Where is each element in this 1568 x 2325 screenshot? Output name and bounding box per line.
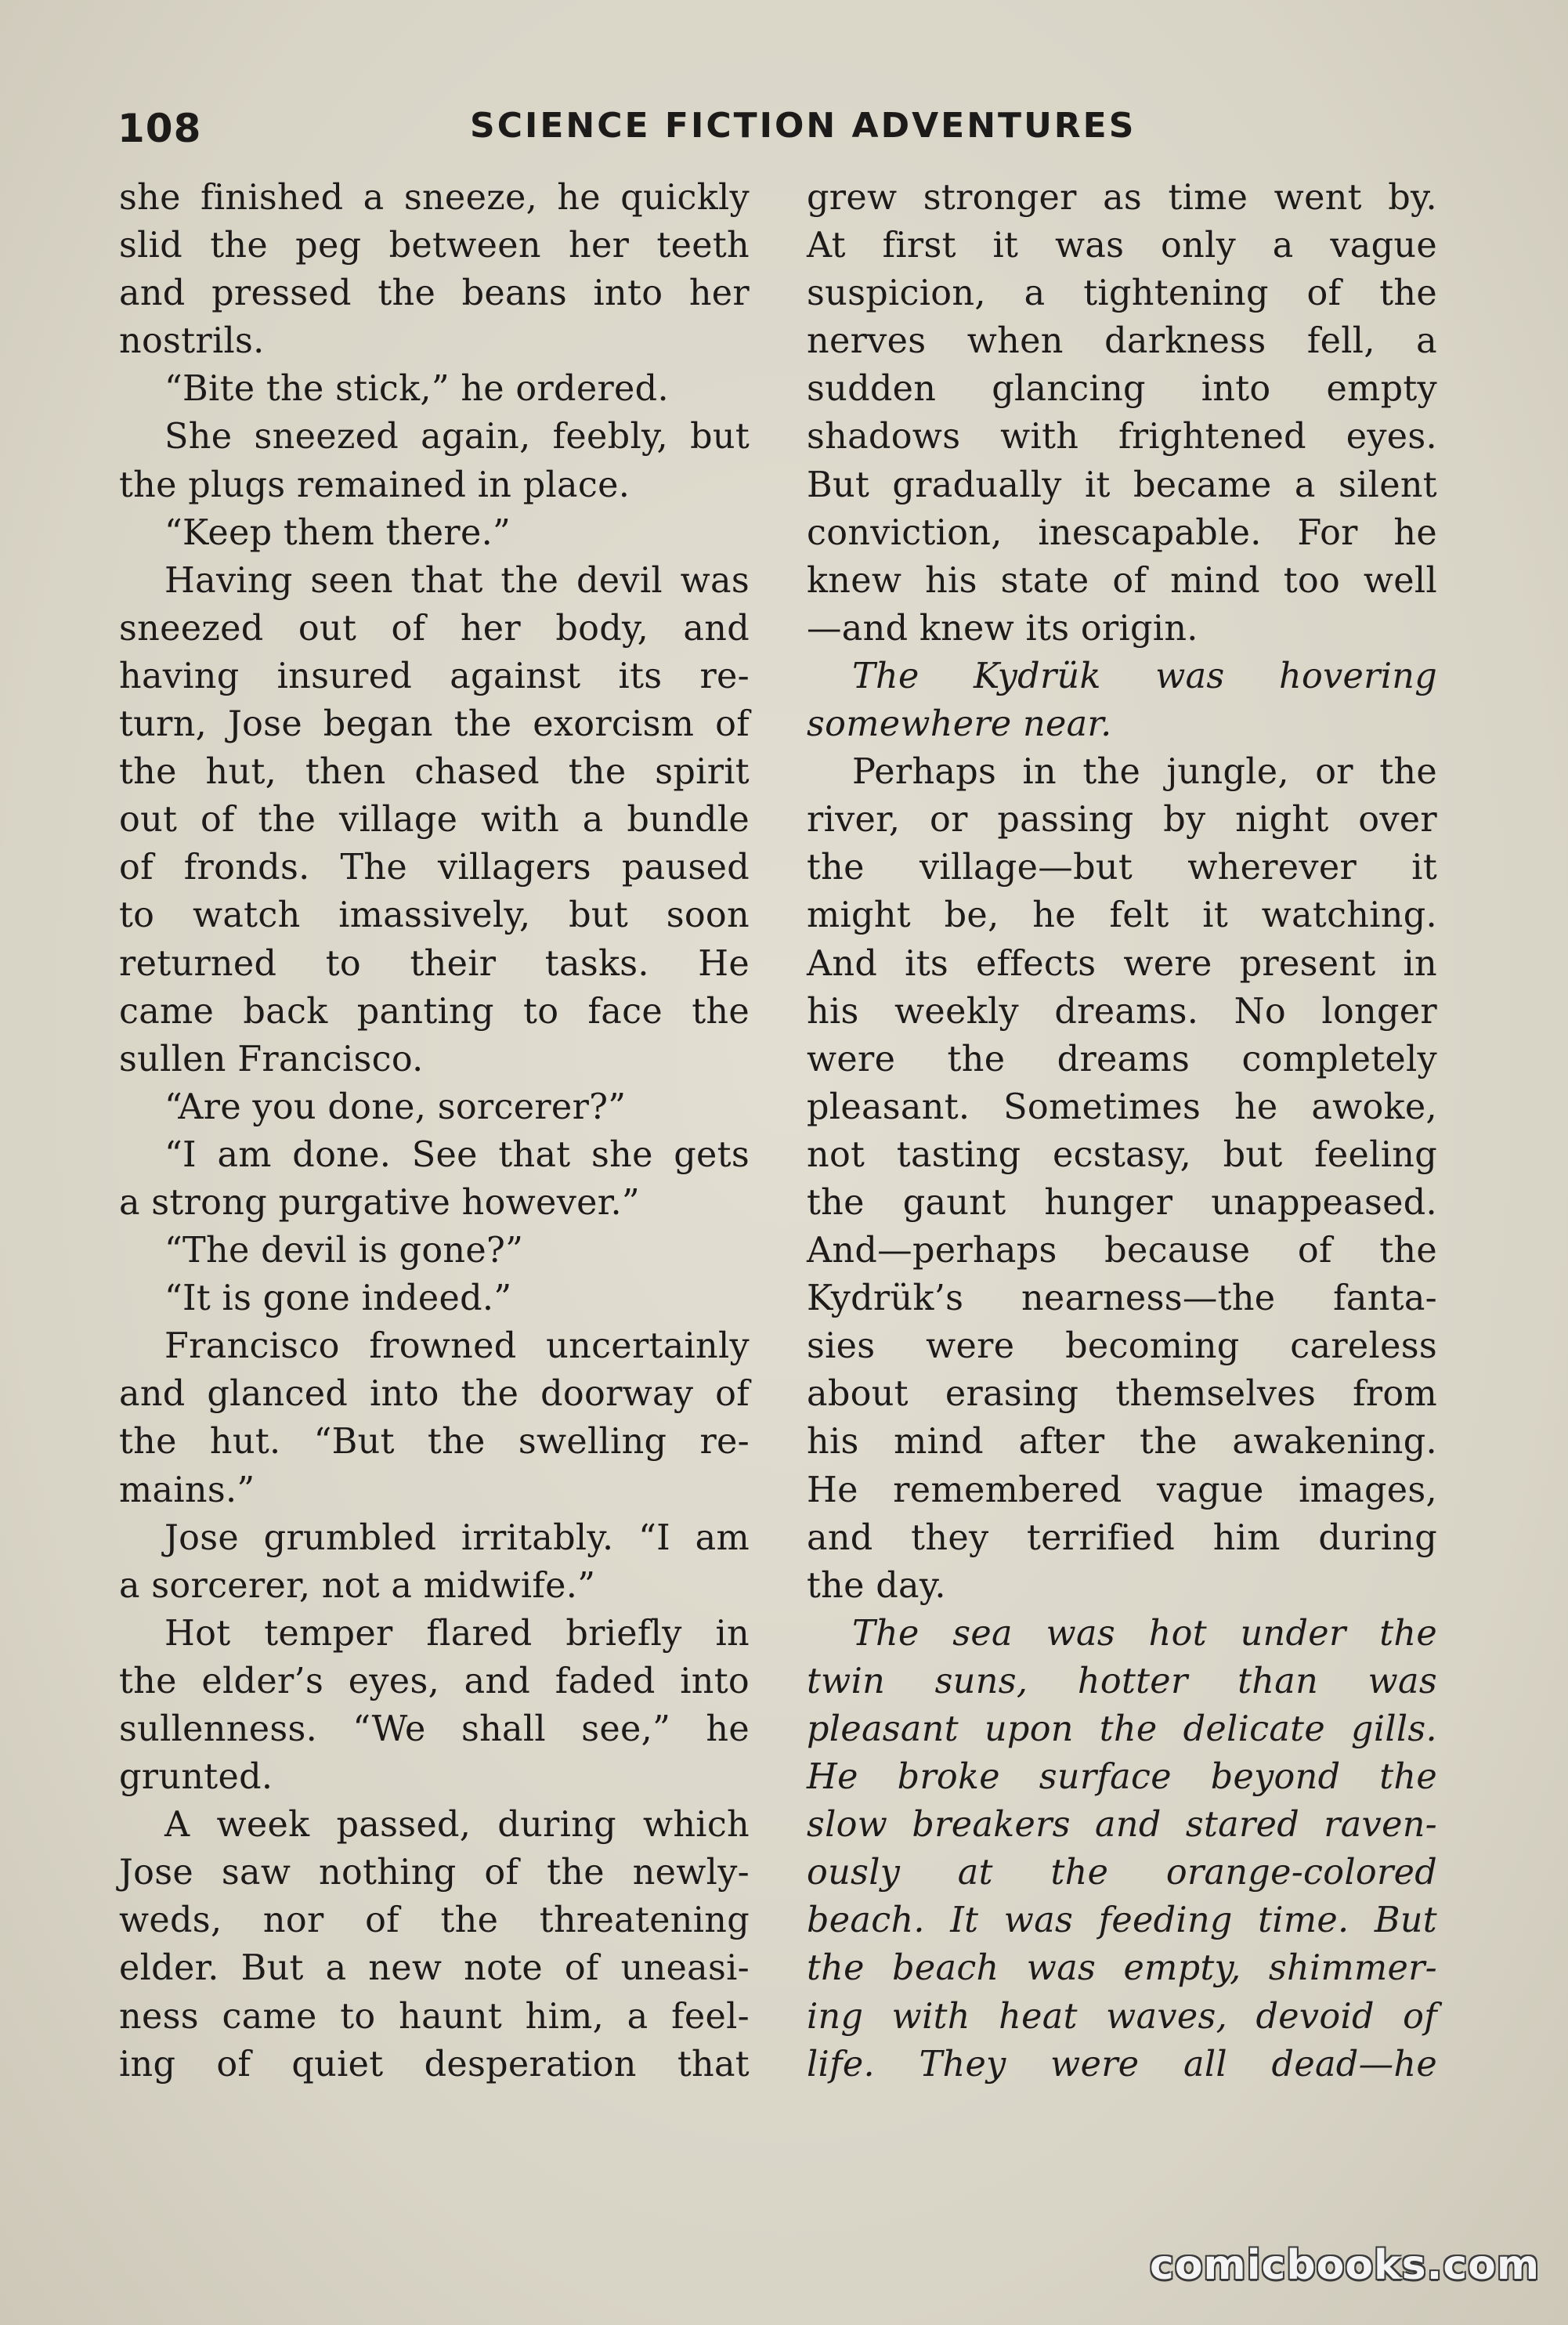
text-line: And its effects were present in: [807, 943, 1437, 984]
text-line: At first it was only a vague: [807, 226, 1437, 266]
text-line: the hut, then chased the spirit: [119, 752, 750, 793]
text-line: the day.: [807, 1565, 946, 1606]
text-line: having insured against its re-: [119, 656, 750, 696]
page-header: [117, 106, 1449, 168]
text-line: beach. It was feeding time. But: [807, 1900, 1437, 1941]
text-line: and glanced into the doorway of: [119, 1374, 750, 1415]
text-line: slid the peg between her teeth: [119, 226, 750, 266]
running-head: SCIENCE FICTION ADVENTURES: [470, 106, 1136, 146]
text-line: A week passed, during which: [164, 1805, 750, 1846]
text-line: life. They were all dead—he: [807, 2044, 1437, 2085]
text-line: twin suns, hotter than was: [807, 1661, 1437, 1701]
text-line: pleasant upon the delicate gills.: [807, 1709, 1437, 1749]
text-line: “Are you done, sorcerer?”: [164, 1087, 627, 1127]
text-line: sullen Francisco.: [119, 1039, 424, 1079]
text-line: of fronds. The villagers paused: [119, 848, 750, 888]
right-text-column: [807, 174, 1437, 2088]
text-line: pleasant. Sometimes he awoke,: [807, 1087, 1437, 1127]
text-line: his mind after the awakening.: [807, 1422, 1437, 1463]
text-line: sullenness. “We shall see,” he: [119, 1709, 750, 1749]
text-line: a strong purgative however.”: [119, 1182, 640, 1223]
text-line: somewhere near.: [807, 704, 1112, 745]
text-line: the elder’s eyes, and faded into: [119, 1661, 750, 1701]
left-text-column: [119, 174, 750, 2088]
text-line: —and knew its origin.: [807, 608, 1198, 649]
text-line: suspicion, a tightening of the: [807, 273, 1437, 314]
text-line: turn, Jose began the exorcism of: [119, 704, 750, 745]
text-line: not tasting ecstasy, but feeling: [807, 1134, 1437, 1175]
text-line: weds, nor of the threatening: [119, 1900, 750, 1941]
text-line: the hut. “But the swelling re-: [119, 1422, 750, 1463]
page-number: 108: [117, 106, 202, 151]
text-line: Hot temper flared briefly in: [164, 1613, 750, 1654]
text-line: Perhaps in the jungle, or the: [852, 752, 1437, 793]
text-line: a sorcerer, not a midwife.”: [119, 1565, 596, 1606]
text-line: sudden glancing into empty: [807, 369, 1437, 410]
text-line: came back panting to face the: [119, 991, 750, 1032]
text-line: to watch imassively, but soon: [119, 895, 750, 936]
text-line: the plugs remained in place.: [119, 465, 630, 505]
text-line: out of the village with a bundle: [119, 800, 750, 841]
text-line: And—perhaps because of the: [807, 1231, 1437, 1271]
text-line: and pressed the beans into her: [119, 273, 750, 314]
text-line: ously at the orange-colored: [807, 1853, 1437, 1893]
text-line: “I am done. See that she gets: [164, 1134, 750, 1175]
text-line: sies were becoming careless: [807, 1326, 1437, 1367]
text-line: ness came to haunt him, a feel-: [119, 1996, 750, 2037]
text-line: grunted.: [119, 1757, 273, 1798]
text-line: mains.”: [119, 1470, 255, 1510]
text-line: ing of quiet desperation that: [119, 2044, 750, 2085]
text-line: “Keep them there.”: [164, 512, 511, 553]
text-line: the village—but wherever it: [807, 848, 1437, 888]
text-line: But gradually it became a silent: [807, 465, 1437, 505]
text-line: She sneezed again, feebly, but: [164, 417, 750, 457]
text-line: she finished a sneeze, he quickly: [119, 178, 750, 218]
text-line: Francisco frowned uncertainly: [164, 1326, 750, 1367]
text-line: Kydrük’s nearness—the fanta-: [807, 1278, 1437, 1319]
text-line: nostrils.: [119, 321, 265, 362]
text-line: The sea was hot under the: [852, 1613, 1437, 1654]
text-line: The Kydrük was hovering: [852, 656, 1437, 696]
text-line: river, or passing by night over: [807, 800, 1437, 841]
text-line: the beach was empty, shimmer-: [807, 1948, 1437, 1989]
text-line: returned to their tasks. He: [119, 943, 750, 984]
text-line: about erasing themselves from: [807, 1374, 1437, 1415]
text-line: the gaunt hunger unappeased.: [807, 1182, 1437, 1223]
text-line: ing with heat waves, devoid of: [807, 1996, 1437, 2037]
watermark-logo: comicbooks.com: [1150, 2242, 1541, 2289]
text-line: grew stronger as time went by.: [807, 178, 1437, 218]
text-line: “The devil is gone?”: [164, 1231, 524, 1271]
text-line: nerves when darkness fell, a: [807, 321, 1437, 362]
text-line: might be, he felt it watching.: [807, 895, 1437, 936]
text-line: knew his state of mind too well: [807, 560, 1437, 601]
text-line: his weekly dreams. No longer: [807, 991, 1437, 1032]
text-line: slow breakers and stared raven-: [807, 1805, 1437, 1846]
text-line: Jose grumbled irritably. “I am: [164, 1517, 750, 1558]
text-line: He remembered vague images,: [807, 1470, 1437, 1510]
text-line: Jose saw nothing of the newly-: [119, 1853, 750, 1893]
text-line: shadows with frightened eyes.: [807, 417, 1437, 457]
text-line: sneezed out of her body, and: [119, 608, 750, 649]
text-line: and they terrified him during: [807, 1517, 1437, 1558]
text-line: “It is gone indeed.”: [164, 1278, 512, 1319]
text-line: Having seen that the devil was: [164, 560, 750, 601]
text-line: “Bite the stick,” he ordered.: [164, 369, 669, 410]
text-line: conviction, inescapable. For he: [807, 512, 1437, 553]
text-line: were the dreams completely: [807, 1039, 1437, 1079]
text-line: elder. But a new note of uneasi-: [119, 1948, 750, 1989]
text-line: He broke surface beyond the: [807, 1757, 1437, 1798]
